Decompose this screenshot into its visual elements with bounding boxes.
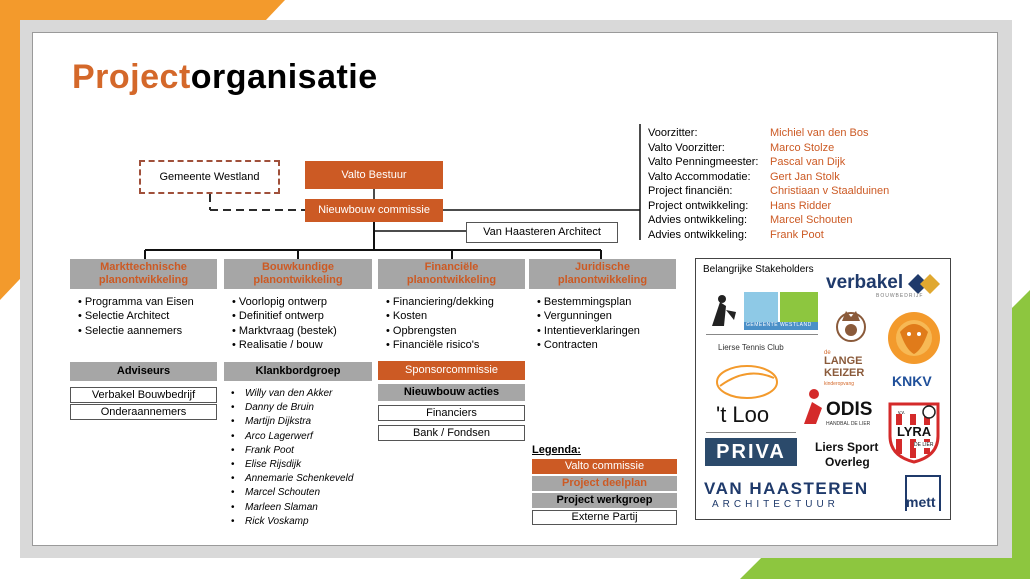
valto-bestuur-box: Valto Bestuur [305, 161, 443, 189]
mett-logo: mett [906, 494, 936, 510]
name-item: Marco Stolze [770, 141, 835, 154]
liers-sport-line1: Liers Sport [815, 440, 879, 454]
lange-keizer-line2: KEIZER [824, 367, 865, 379]
member-item: • Rick Voskamp [231, 515, 353, 529]
odis-logo: ODIS [826, 399, 873, 420]
list-item: • Vergunningen [537, 309, 640, 323]
gemeente-westland-logo [706, 292, 818, 330]
verbakel-logo: verbakel [826, 272, 904, 293]
tloo-swoosh-icon [712, 360, 782, 404]
role-item: Project financiën: [648, 185, 733, 197]
financiers-box: Financiers [378, 405, 525, 421]
column-list-juridisch [537, 295, 640, 352]
odis-handball-icon [800, 386, 826, 426]
legenda-title: Legenda: [532, 444, 581, 456]
legenda-project-werkgroep: Project werkgroep [532, 493, 677, 508]
tloo-logo: 't Loo [716, 402, 770, 427]
member-item: • Marcel Schouten [231, 486, 353, 500]
column-list-markttechnisch [78, 295, 194, 338]
column-header-juridisch [529, 259, 676, 289]
list-item: • Marktvraag (bestek) [232, 324, 337, 338]
column-header-line2: planontwikkeling [98, 274, 189, 286]
legenda-valto-commissie: Valto commissie [532, 459, 677, 474]
nieuwbouw-commissie-box: Nieuwbouw commissie [305, 199, 443, 222]
column-list-financieel [386, 295, 494, 352]
role-item: Advies ontwikkeling: [648, 228, 748, 241]
list-item: • Bestemmingsplan [537, 295, 640, 309]
lange-keizer-crown-icon [834, 303, 868, 343]
title-part-organisatie: organisatie [190, 58, 378, 96]
sponsorcommissie-box: Sponsorcommissie [378, 361, 525, 380]
lyra-logo-sub: DE LIER [914, 442, 934, 448]
name-item: Michiel van den Bos [770, 127, 869, 139]
van-haasteren-logo-line2: ARCHITECTUUR [712, 499, 839, 510]
list-item: • Realisatie / bouw [232, 338, 337, 352]
member-item: • Frank Poot [231, 444, 353, 458]
column-header-line1: Financiële [424, 261, 479, 273]
column-header-line2: planontwikkeling [253, 274, 343, 286]
column-header-line1: Markttechnische [100, 261, 187, 273]
list-item: • Selectie Architect [78, 309, 194, 323]
list-item: • Voorlopig ontwerp [232, 295, 337, 309]
klankbordgroep-header: Klankbordgroep [224, 362, 372, 381]
van-haasteren-logo-line1: VAN HAASTEREN [704, 479, 869, 498]
member-item: • Annemarie Schenkeveld [231, 472, 353, 486]
tloo-divider [706, 432, 796, 433]
committee-names [770, 126, 889, 242]
committee-roles [648, 126, 758, 242]
bank-fondsen-box: Bank / Fondsen [378, 425, 525, 441]
van-haasteren-architect-box: Van Haasteren Architect [466, 222, 618, 243]
knkv-logo: KNKV [892, 373, 932, 389]
name-item: Frank Poot [770, 228, 824, 241]
adviseur-item: Onderaannemers [70, 404, 217, 420]
legenda-externe-partij: Externe Partij [532, 510, 677, 525]
lierse-divider [706, 334, 818, 335]
odis-logo-sub: HANDBAL DE LIER [826, 421, 871, 427]
lange-keizer-line1: LANGE [824, 355, 863, 367]
adviseur-item: Verbakel Bouwbedrijf [70, 387, 217, 403]
lange-keizer-sub: kinderopvang [824, 381, 855, 387]
column-header-financieel [378, 259, 525, 289]
column-header-line2: planontwikkeling [557, 274, 648, 286]
knkv-lion-icon [886, 310, 942, 372]
role-item: Voorzitter: [648, 127, 698, 139]
column-header-bouwkundig [224, 259, 372, 289]
nieuwbouw-acties-box: Nieuwbouw acties [378, 384, 525, 401]
klankbordgroep-members [231, 387, 353, 529]
member-item: • Marleen Slaman [231, 501, 353, 515]
column-list-bouwkundig [232, 295, 337, 352]
role-item: Valto Accommodatie: [648, 170, 751, 183]
legenda-project-deelplan: Project deelplan [532, 476, 677, 491]
list-item: • Financiële risico's [386, 338, 494, 352]
gemeente-westland-box: Gemeente Westland [139, 160, 280, 194]
role-item: Project ontwikkeling: [648, 199, 749, 212]
adviseurs-header: Adviseurs [70, 362, 217, 381]
member-item: • Martijn Dijkstra [231, 415, 353, 429]
liers-sport-line2: Overleg [825, 455, 870, 469]
stakeholders-title: Belangrijke Stakeholders [703, 264, 814, 275]
member-item: • Danny de Bruin [231, 401, 353, 415]
member-item: • Willy van den Akker [231, 387, 353, 401]
column-header-line1: Juridische [574, 261, 631, 273]
list-item: • Kosten [386, 309, 494, 323]
name-item: Hans Ridder [770, 199, 832, 212]
list-item: • Intentieverklaringen [537, 324, 640, 338]
role-item: Valto Penningmeester: [648, 156, 759, 168]
lyra-logo-top: v.v. [898, 410, 906, 416]
list-item: • Programma van Eisen [78, 295, 194, 309]
member-item: • Arco Lagerwerf [231, 430, 353, 444]
list-item: • Financiering/dekking [386, 295, 494, 309]
column-header-markttechnisch [70, 259, 217, 289]
list-item: • Opbrengsten [386, 324, 494, 338]
role-item: Advies ontwikkeling: [648, 214, 748, 226]
name-item: Christiaan v Staalduinen [770, 185, 890, 197]
verbakel-logo-sub: BOUWBEDRIJF [876, 293, 924, 299]
lange-keizer-de: de [824, 350, 831, 356]
column-header-line1: Bouwkundige [261, 261, 335, 273]
lierse-tennis-club-logo: Lierse Tennis Club [718, 343, 784, 352]
list-item: • Contracten [537, 338, 640, 352]
lyra-logo: LYRA [897, 424, 932, 439]
name-item: Pascal van Dijk [770, 156, 846, 168]
list-item: • Selectie aannemers [78, 324, 194, 338]
list-item: • Definitief ontwerp [232, 309, 337, 323]
name-item: Marcel Schouten [770, 214, 853, 226]
name-item: Gert Jan Stolk [770, 170, 840, 183]
gemeente-logo-text: GEMEENTE WESTLAND [746, 322, 812, 328]
column-header-line2: planontwikkeling [406, 274, 497, 286]
priva-logo: PRIVA [705, 438, 797, 466]
member-item: • Elise Rijsdijk [231, 458, 353, 472]
role-item: Valto Voorzitter: [648, 141, 725, 154]
title-part-project: Project [72, 58, 191, 96]
